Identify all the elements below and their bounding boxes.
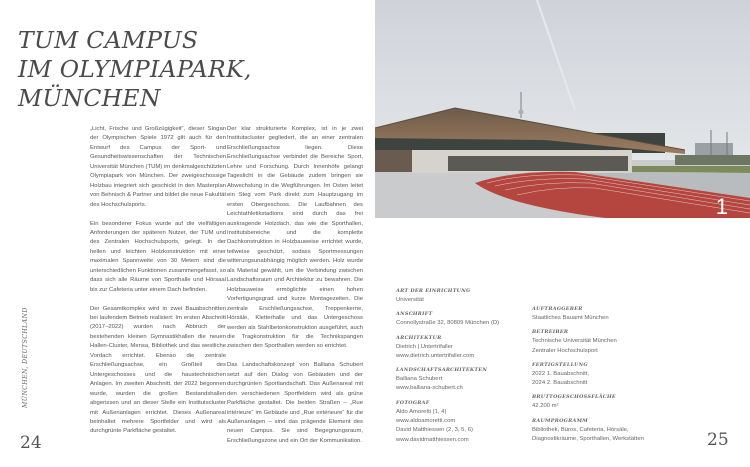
fact-room-program — [532, 417, 682, 445]
fact-value: Diagnostikräume, Sporthallen, Werkstätten — [532, 436, 644, 443]
building-left-block — [375, 150, 412, 172]
fact-label: FERTIGSTELLUNG — [532, 361, 588, 368]
fact-value: Connollystraße 32, 80809 München (D) — [396, 320, 500, 327]
fact-architecture — [396, 334, 546, 362]
paragraph: Das Landschaftskonzept von Balliana Schubert setzt auf den Dialog von Gebäuden und der durchgrünten Sportlandschaft. Das Außenareal mit den verschiedenen Sportfeldern wird als grüne Parkfläche gestaltet. Die beiden Straßen – „Rue intérieure“ im Gebäude und „Rue extérieure“ für die Außenanlagen – sind das prägende Element des neuen Campus. Sie sind Begegnungsraum, Erschließungszone und ein Ort der Kommunikation. — [227, 362, 363, 444]
paragraph: „Licht, Frische und Großzügigkeit“, dieser Slogan der Olympischen Spiele 1972 gilt auch für den Entwurf des Campus der Sport- und Gesundheitswissenschaften der Technischen Universität München (TUM) im denkmalgeschützten Olympiapark von München. Der zweigeschossige Holzbau integriert sich geschickt in den Masterplan von Behnisch & Partner und bildet die neue Fakultät des Hochschulsports. — [90, 126, 226, 208]
fact-value: Dietrich | Untertrifaller — [396, 343, 453, 350]
fact-link[interactable]: www.aldoamoretti.com — [396, 418, 456, 425]
fact-operator — [532, 328, 682, 356]
fact-label: ARCHITEKTUR — [396, 334, 442, 341]
fact-type — [396, 287, 546, 305]
building-lower-facade — [448, 156, 628, 171]
fact-label: BRUTTOGESCHOSSFLÄCHE — [532, 394, 616, 401]
project-facts-column-2 — [532, 305, 682, 449]
fact-label: ANSCHRIFT — [396, 311, 433, 318]
fact-value: Balliana Schubert — [396, 376, 443, 383]
fact-label: RAUMPROGRAMM — [532, 417, 589, 424]
project-facts-column-1 — [396, 287, 546, 450]
title-line: TUM CAMPUS — [18, 26, 199, 54]
paragraph: Der Gesamtkomplex wird in zwei Bauabschnitten bei laufendem Betrieb realisiert: Im ersten Abschnitt (2017–2022) wurden nach Abbruch der bestehenden kleinen Gymnastikhallen die neuen Hallen-Cluster, Mensa, Bibliothek und das westliche Vordach errichtet. Ebenso die zentrale Erschließungsachse, ein Großteil des Untergeschosses und die haustechnischen Anlagen. Im zweiten Abschnitt, der 2022 begonnen wurde, wurden die großen Bestandshallen abgerissen und an dieser Stelle ein Institutscluster mit Außenanlagen errichtet. Dieses Außenareal beinhaltet mehrere Sportfelder und wird als durchgrünte Parkfläche gestaltet. — [90, 305, 226, 435]
fact-value: Staatliches Bauamt München — [532, 315, 609, 321]
title-line: IM OLYMPIAPARK, — [18, 55, 252, 83]
fact-client — [532, 305, 682, 323]
fact-link[interactable]: www.davidmatthiessen.com — [396, 436, 469, 443]
body-column-1 — [90, 125, 226, 446]
fact-label: LANDSCHAFTSARCHITEKTEN — [396, 367, 488, 374]
paragraph: Ein besonderer Fokus wurde auf die vielfältigen Anforderungen der späteren Nutzer, der TUM und des Zentralen Hochschulsports, gelegt. In der hellen und leichten Holzkonstruktion mit einer maximalen Spannweite von 30 Metern sind die unterschiedlichen Funktionen zusammengefasst, so dass sich alle Räume von Sporthalle und Hörsaal bis zur Cafeteria unter einem Dach befinden. — [90, 220, 226, 293]
fact-completion — [532, 361, 682, 389]
fact-label: FOTOGRAF — [396, 399, 430, 406]
fact-label: AUFTRAGGEBER — [532, 306, 583, 312]
fact-label: ART DER EINRICHTUNG — [396, 288, 471, 294]
fact-value: 2022 1. Bauabschnitt, — [532, 370, 589, 377]
fact-photographer — [396, 399, 546, 445]
paragraph: Der klar strukturierte Komplex, ist in je zwei Institutscluster gegliedert, die an einer zentralen Erschließungsachse liegen. Diese Erschließungsachse verbindet die Bereiche Sport, Lehre und Forschung. Durch Innenhöfe gelangt Tageslicht in die Gebäude zudem bringen sie Abwechslung in die Wegführungen. Im Osten leitet ein Steg vom Park direkt zum Hauptzugang im ersten Obergeschoss. Die Laufbahnen des Leichtathletikstadions sind durch das frei auskragende Holzdach, das wie die Sporthallen, Institutsbereiche und die komplette Dachkonstruktion in Holzbauweise errichtet wurde, teilweise geschützt, sodass Sportmessungen witterungsunabhängig möglich werden. Holz wurde als Material gewählt, um die Verbindung zwischen Landschaftsraum und Architektur zu bewahren. Die Holzbauweise ermöglichte einen hohen Vorfertigungsgrad und kurze Montagezeiten. Die zentrale Erschließungsachse, Treppenkerne, Hörsäle, Kletterhalle und das Untergeschoss werden als Stahlbetonkonstruktion ausgeführt, auch die Tragkonstruktion für die Technikspangen zwischen den Sporthallen werden so errichtet. — [227, 126, 363, 350]
photo-number: 1 — [715, 194, 728, 218]
fact-value: 2024 2. Bauabschnitt — [532, 380, 588, 387]
location-label: MÜNCHEN, DEUTSCHLAND — [22, 307, 29, 408]
building-photo — [375, 0, 750, 218]
fact-landscape-architects — [396, 366, 546, 394]
fact-value: Aldo Amoretti (1, 4) — [396, 408, 447, 415]
fact-gross-floor-area — [532, 393, 682, 411]
page-number-left: 24 — [20, 433, 42, 453]
building-photo-illustration — [375, 0, 750, 218]
page-number-right: 25 — [707, 430, 729, 450]
fact-address — [396, 310, 546, 328]
fact-value: Zentraler Hochschulsport — [532, 347, 598, 354]
fact-value: Bibliothek, Büros, Cafeteria, Hörsäle, — [532, 426, 629, 433]
fact-label: BETREIBER — [532, 329, 569, 336]
fact-link[interactable]: www.dietrich.untertrifaller.com — [396, 352, 475, 359]
body-column-2 — [227, 125, 363, 456]
fact-link[interactable]: www.balliana-schubert.ch — [396, 385, 463, 392]
fact-value: Universität — [396, 297, 424, 303]
article-title — [18, 26, 252, 113]
fact-value: Technische Universität München — [532, 338, 617, 345]
fact-value: David Matthiessen (2, 3, 5, 6) — [396, 427, 473, 434]
title-line: MÜNCHEN — [18, 84, 161, 112]
fact-value: 42.200 m² — [532, 403, 559, 410]
